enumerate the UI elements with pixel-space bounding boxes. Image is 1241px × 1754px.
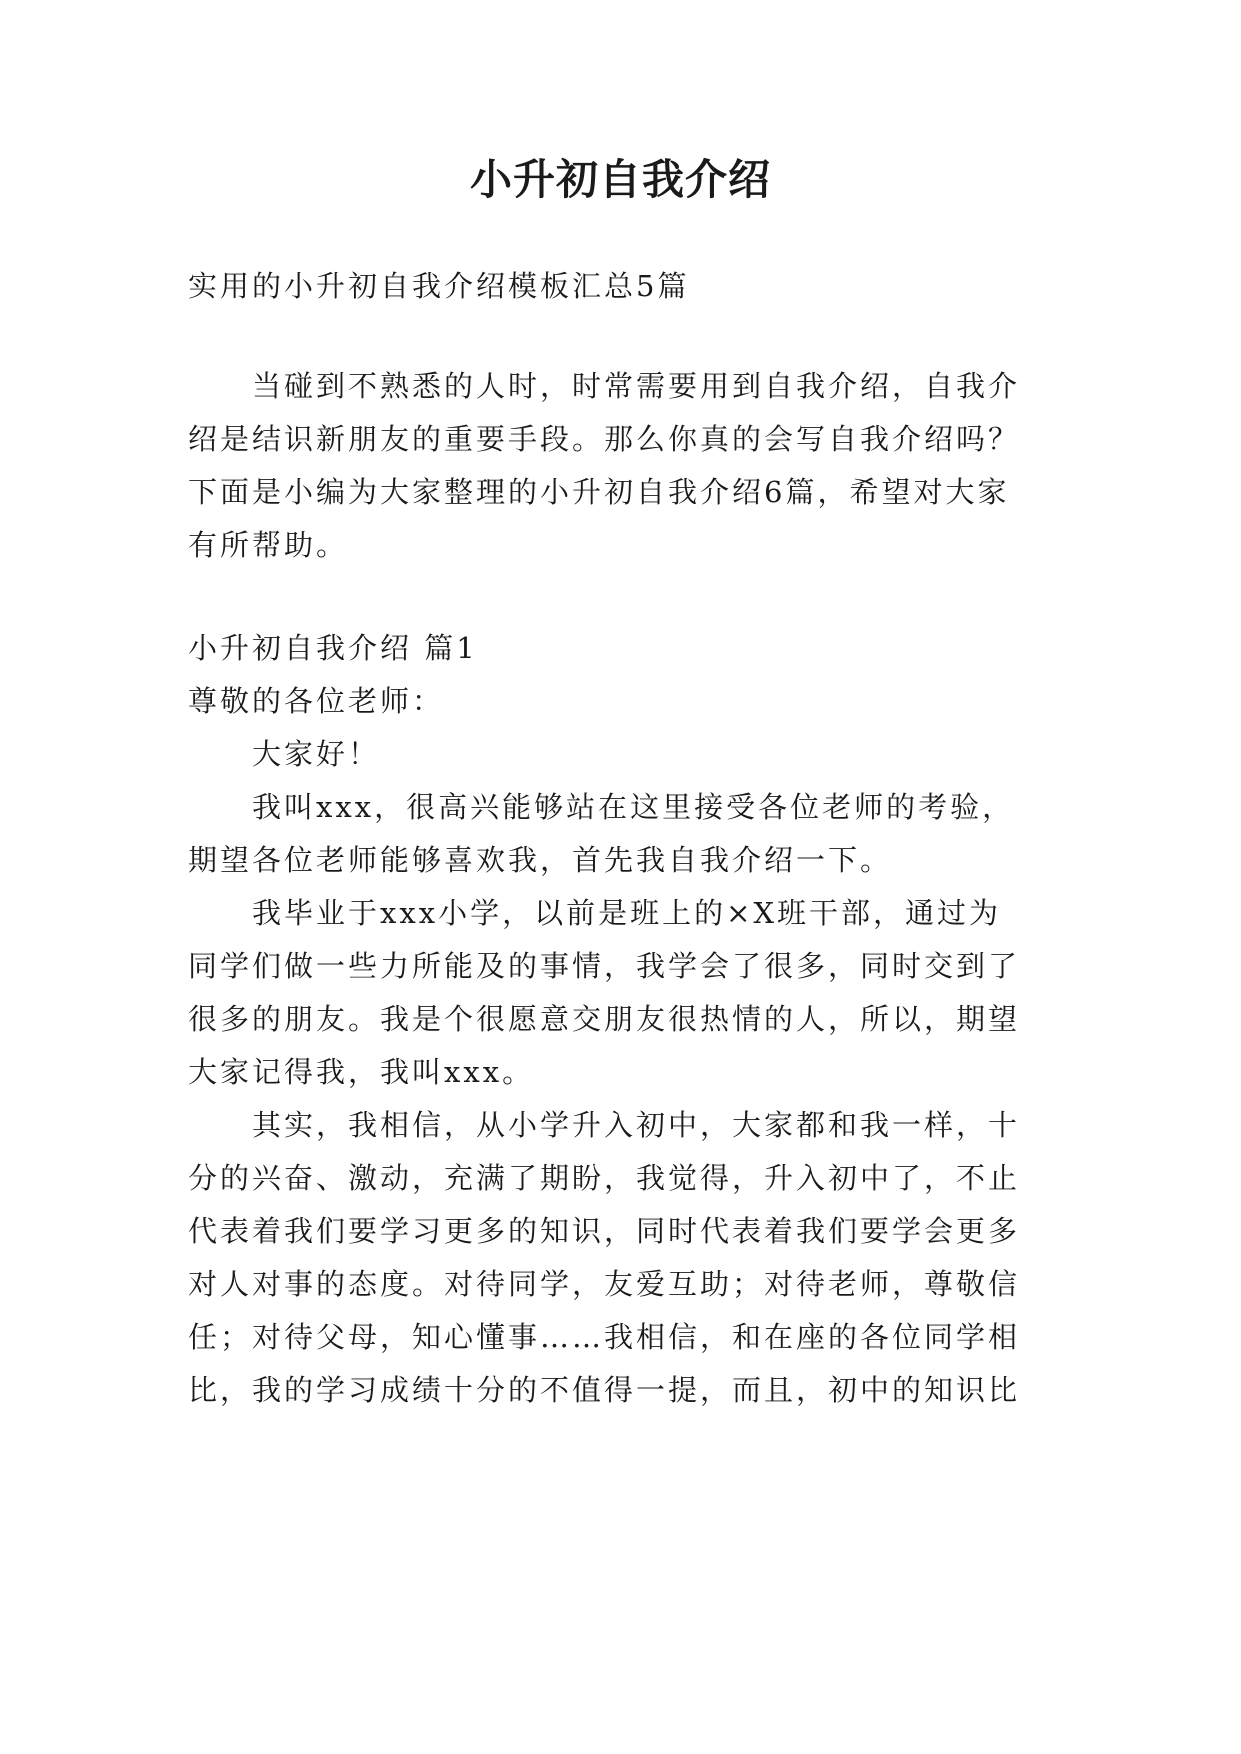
document-title: 小升初自我介绍 — [469, 155, 771, 204]
paragraph-line: 任；对待父母，知心懂事……我相信，和在座的各位同学相 — [188, 1320, 1021, 1354]
paragraph-line: 比，我的学习成绩十分的不值得一提，而且，初中的知识比 — [188, 1373, 1021, 1407]
paragraph-line: 同学们做一些力所能及的事情，我学会了很多，同时交到了 — [188, 949, 1021, 983]
intro-line: 当碰到不熟悉的人时，时常需要用到自我介绍，自我介 — [252, 369, 1021, 403]
paragraph-line: 大家记得我，我叫xxx。 — [188, 1055, 535, 1089]
intro-line: 绍是结识新朋友的重要手段。那么你真的会写自我介绍吗？ — [188, 422, 1021, 456]
paragraph-line: 很多的朋友。我是个很愿意交朋友很热情的人，所以，期望 — [188, 1002, 1021, 1036]
section-heading: 小升初自我介绍 篇1 — [188, 631, 478, 665]
intro-line: 有所帮助。 — [188, 528, 349, 562]
paragraph-line: 其实，我相信，从小学升入初中，大家都和我一样，十 — [252, 1108, 1021, 1142]
document-subtitle: 实用的小升初自我介绍模板汇总5篇 — [188, 269, 690, 303]
paragraph-line: 我毕业于xxx小学，以前是班上的×X班干部，通过为 — [252, 896, 1002, 930]
paragraph-line: 对人对事的态度。对待同学，友爱互助；对待老师，尊敬信 — [188, 1267, 1021, 1301]
paragraph-line: 期望各位老师能够喜欢我，首先我自我介绍一下。 — [188, 843, 893, 877]
salutation: 尊敬的各位老师： — [188, 684, 445, 718]
paragraph-line: 分的兴奋、激动，充满了期盼，我觉得，升入初中了，不止 — [188, 1161, 1021, 1195]
paragraph-line: 代表着我们要学习更多的知识，同时代表着我们要学会更多 — [188, 1214, 1021, 1248]
paragraph-line: 我叫xxx，很高兴能够站在这里接受各位老师的考验， — [252, 790, 1015, 824]
greeting: 大家好！ — [252, 737, 381, 771]
intro-line: 下面是小编为大家整理的小升初自我介绍6篇，希望对大家 — [188, 475, 1010, 509]
